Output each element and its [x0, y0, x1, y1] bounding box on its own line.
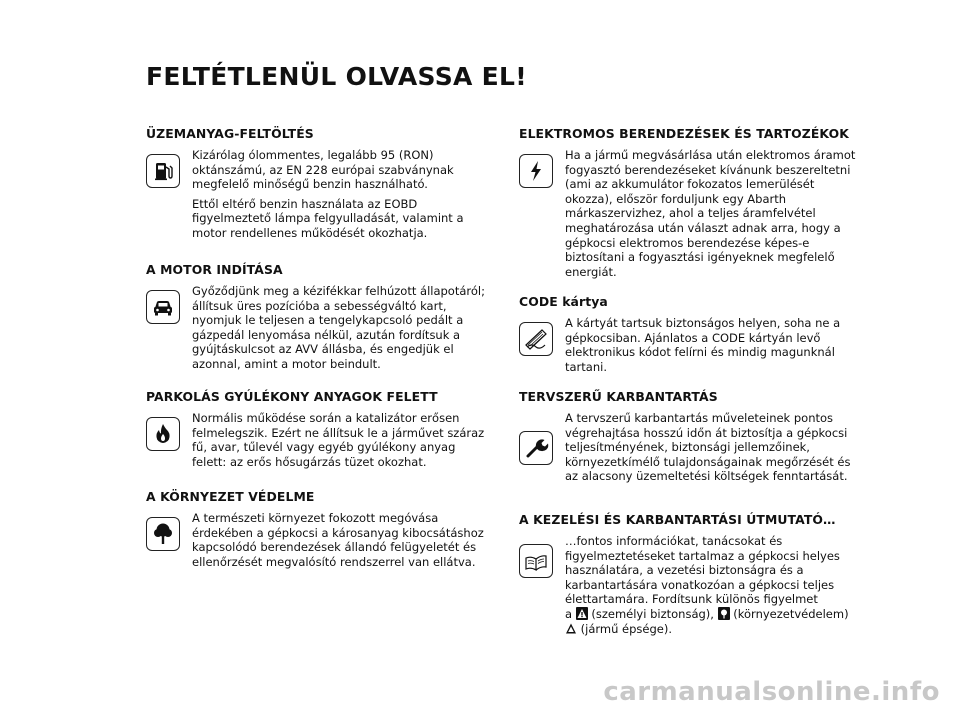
fuel-pump-icon — [146, 154, 180, 188]
page-title: FELTÉTLENÜL OLVASSA EL! — [146, 62, 527, 91]
parking-heading: PARKOLÁS GYÚLÉKONY ANYAGOK FELETT — [146, 389, 438, 404]
fuel-section — [146, 126, 491, 246]
manual-paragraph: …fontos információkat, tanácsokat és figyelmeztetéseket tartalmaz a gépkocsi helyes használatára, a vezetési biztonságra és a karbantartására vonatkozóan a gépkocsi teljes élettartamára. Fordítsunk különös figyelmet — [565, 534, 840, 607]
maintenance-section — [519, 389, 864, 489]
environment-section — [146, 489, 491, 574]
code-card-icon — [519, 322, 553, 356]
electrical-heading: ELEKTROMOS BERENDEZÉSEK ÉS TARTOZÉKOK — [519, 126, 849, 141]
fuel-paragraph-2: Ettől eltérő benzin használata az EOBD figyelmeztető lámpa felgyulladását, valamint a motor rendellenes működését okozhatja. — [192, 196, 464, 240]
manual-a-prefix: a — [565, 606, 573, 621]
electrical-section — [519, 126, 864, 284]
engine-start-paragraph: Győződjünk meg a kézifékkar felhúzott állapotáról; állítsuk üres pozícióba a sebességváltó kart, nyomjuk le teljesen a tengelykapcsoló pedált a gázpedál lenyomása nélkül, azután fordítsuk a gyújtáskulcsot az AVV állásba, és engedjük el azonnal, amint a motor beindult. — [192, 284, 485, 371]
parking-section — [146, 389, 491, 474]
manual-section — [519, 512, 864, 636]
code-card-section — [519, 294, 864, 379]
maintenance-heading: TERVSZERŰ KARBANTARTÁS — [519, 389, 718, 404]
lightning-icon — [519, 154, 553, 188]
flame-icon — [146, 417, 180, 451]
personal-safety-label: (személyi biztonság), — [591, 606, 714, 621]
tree-icon — [146, 517, 180, 551]
manual-heading: A KEZELÉSI ÉS KARBANTARTÁSI ÚTMUTATÓ… — [519, 512, 836, 527]
environment-paragraph: A természeti környezet fokozott megóvása érdekében a gépkocsi a károsanyag kibocsátáshoz kapcsolódó berendezések állandó felügyeletét és ellenőrzését megvalósító rendszerrel van ellátva. — [192, 511, 484, 569]
code-card-heading: CODE kártya — [519, 294, 608, 309]
parking-paragraph: Normális működése során a katalizátor erősen felmelegszik. Ezért ne állítsuk le a járművet száraz fű, avar, tűlevél vagy egyéb gyúlékony anyag felett: az erős hősugárzás tüzet okozhat. — [192, 411, 485, 469]
maintenance-paragraph: A tervszerű karbantartás műveleteinek pontos végrehajtása hosszú időn át biztosítja a gépkocsi teljesítményének, biztonsági jellemzőinek, környezetkímélő tulajdonságainak megőrzését és az alacsony üzemeltetési költségek fenntartását. — [565, 411, 851, 484]
fuel-heading: ÜZEMANYAG-FELTÖLTÉS — [146, 126, 314, 141]
engine-start-heading: A MOTOR INDÍTÁSA — [146, 262, 283, 277]
wrench-icon — [519, 431, 553, 465]
electrical-paragraph: Ha a jármű megvásárlása után elektromos áramot fogyasztó berendezéseket kívánunk beszereltetni (ami az akkumulátor fokozatos lemerülését okozza), először forduljunk egy Abarth márkaszervizhez, ahol a teljes áramfelvétel meghatározása után választ adnak arra, hogy a gépkocsi elektromos berendezése képes-e biztosítani a fogyasztási igényeknek megfelelő energiát. — [565, 148, 856, 279]
environment-heading: A KÖRNYEZET VÉDELME — [146, 489, 315, 504]
watermark: carmanualsonline.info — [603, 677, 940, 707]
car-icon — [146, 290, 180, 324]
environment-protection-label: (környezetvédelem) — [733, 606, 849, 621]
environment-protection-icon — [718, 607, 730, 620]
personal-safety-warning-icon — [576, 607, 588, 620]
code-card-paragraph: A kártyát tartsuk biztonságos helyen, soha ne a gépkocsiban. Ajánlatos a CODE kártyán levő elektronikus kódot felírni és mindig magunknál tartani. — [565, 316, 841, 374]
fuel-paragraph-1: Kizárólag ólommentes, legalább 95 (RON) oktánszámú, az EN 228 európai szabványnak megfelelő minőségű benzin használható. — [192, 148, 454, 192]
vehicle-integrity-label: (jármű épsége). — [580, 621, 673, 636]
engine-start-section — [146, 262, 491, 377]
vehicle-integrity-warning-icon — [565, 622, 577, 635]
book-icon — [519, 544, 553, 578]
